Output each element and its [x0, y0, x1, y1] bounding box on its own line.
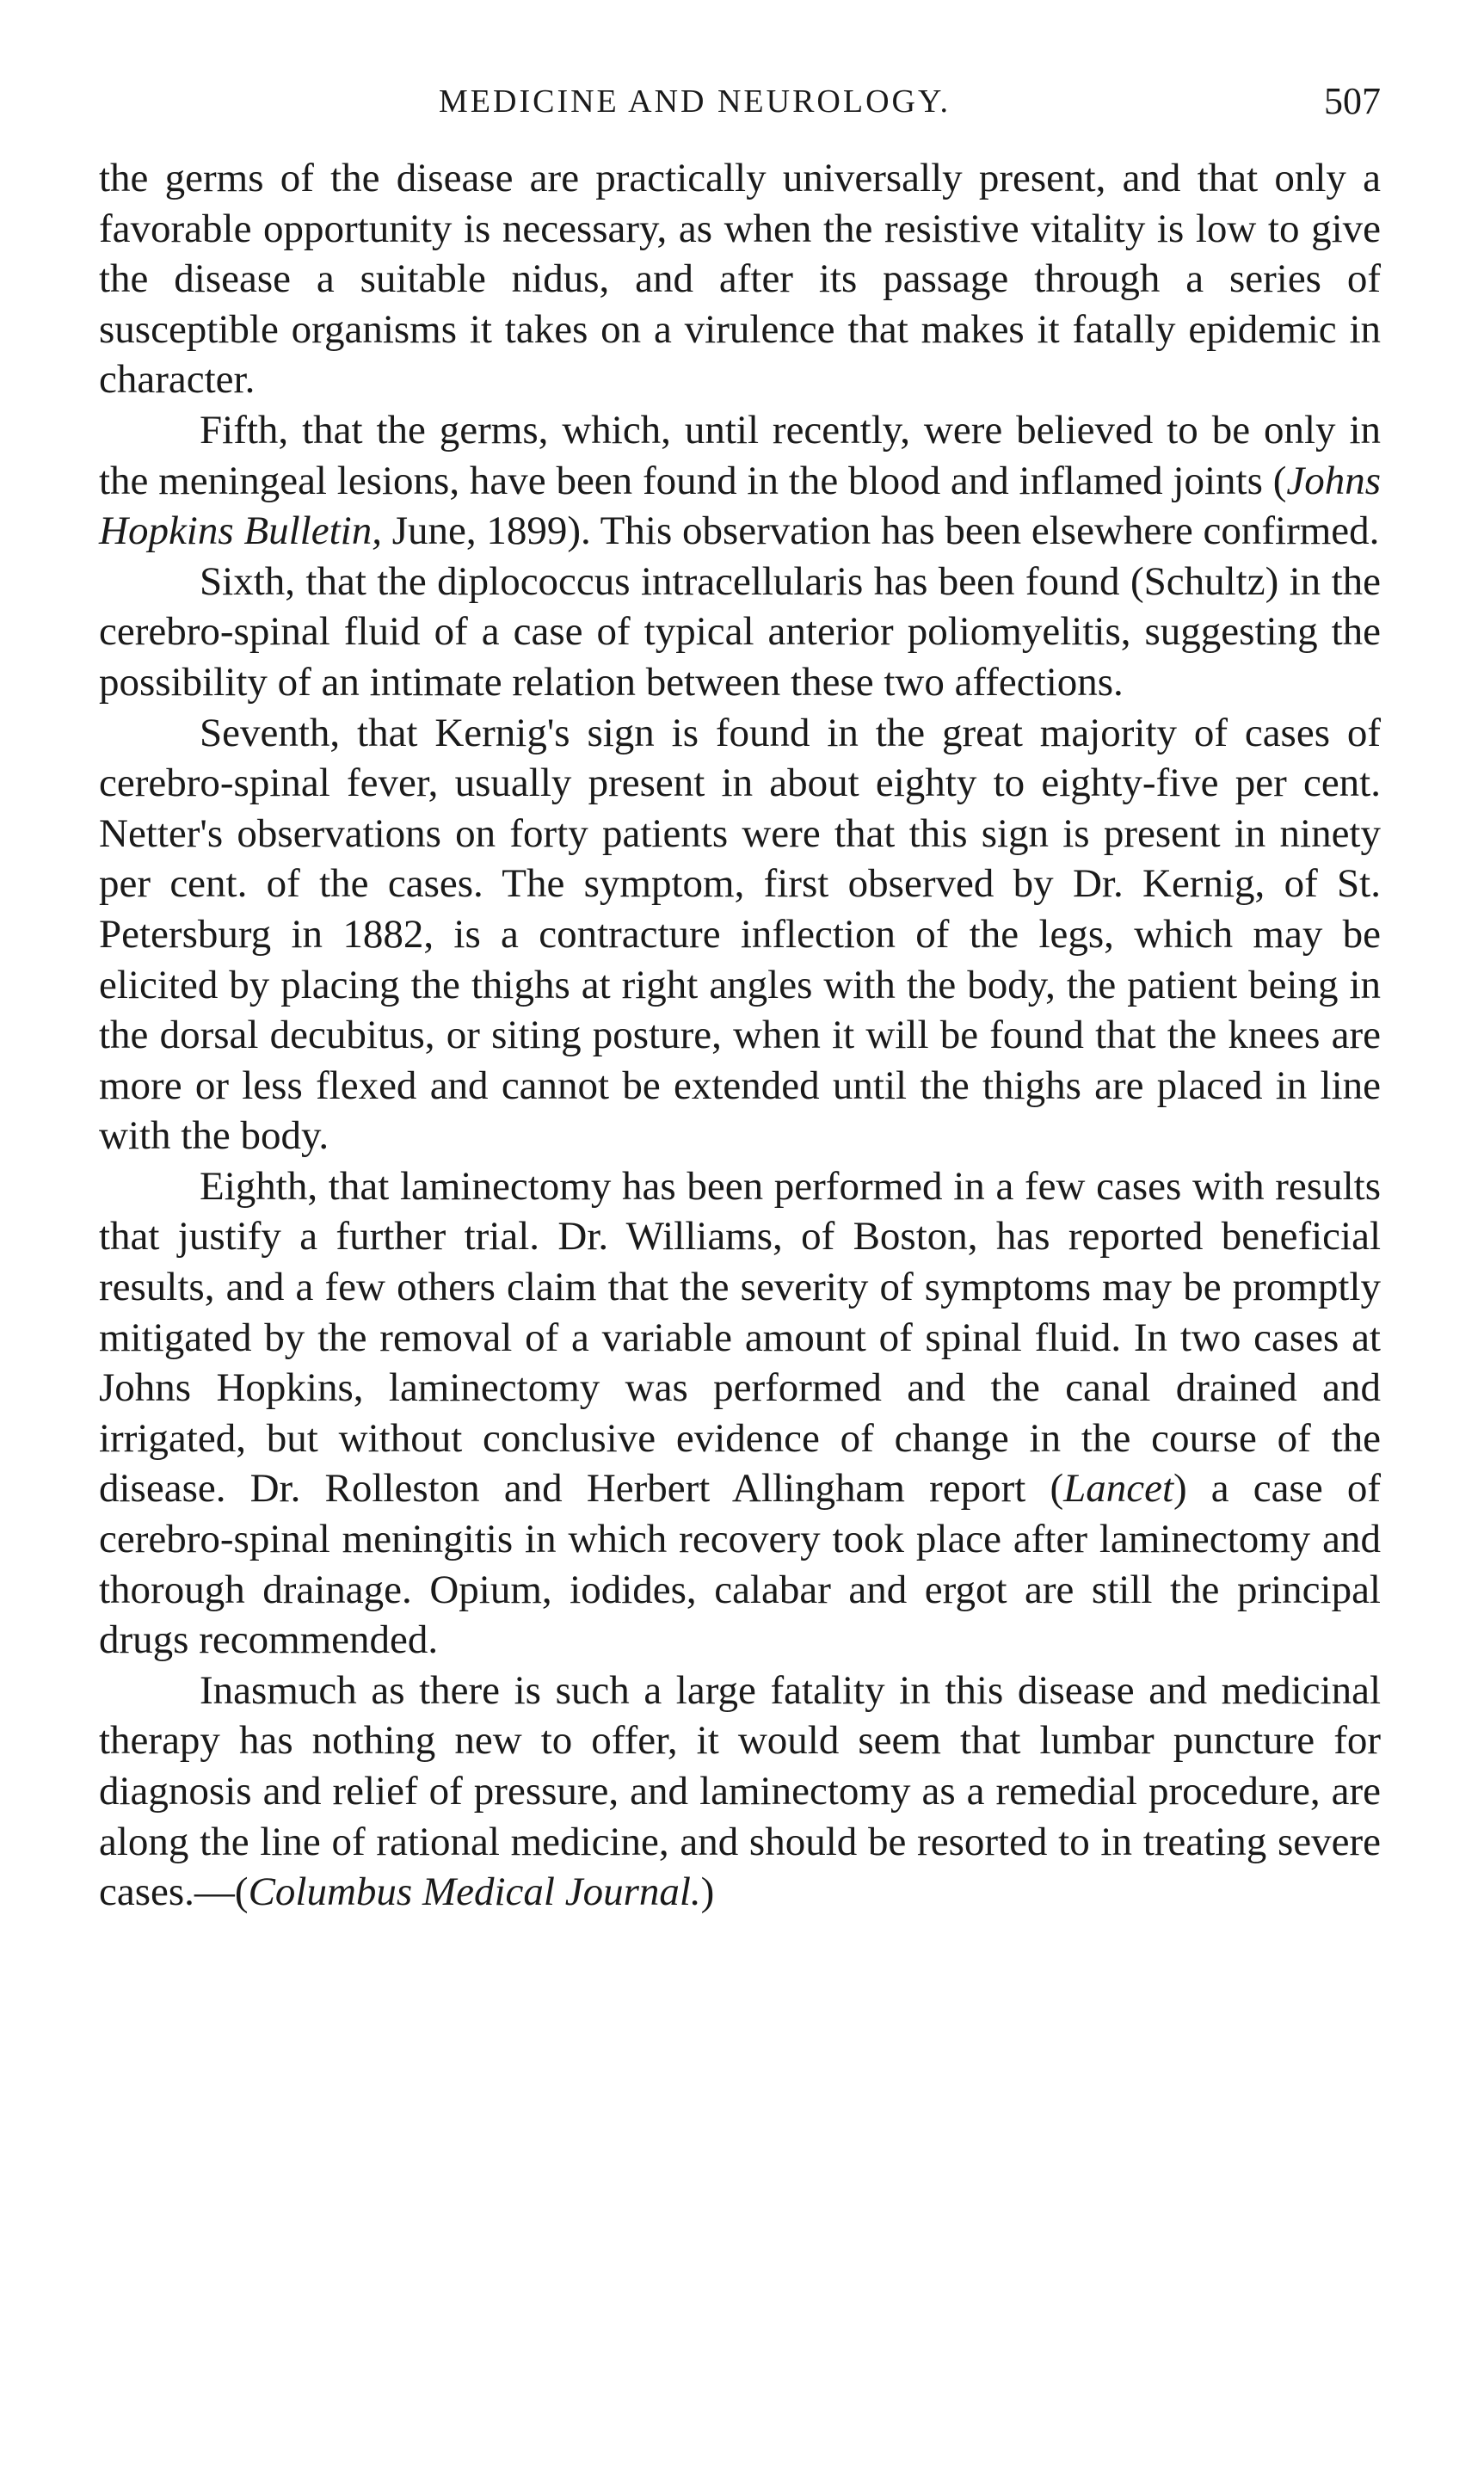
citation-columbus-medical-journal: Columbus Medical Journal.	[248, 1869, 701, 1915]
paragraph-text: ) a case of cerebro-spinal meningitis in which recovery took place after laminectomy and thorough drainage. Opium, iodides, calabar and ergot are still the principal drugs recommended.	[99, 1466, 1381, 1663]
paragraph-text: the germs of the disease are practically universally present, and that only a favorable opportunity is necessary, as when the resistive vitality is low to give the disease a suitable nidus, and after its passage through a series of susceptible organisms it takes on a virulence that makes it fatally epidemic in character.	[99, 156, 1381, 403]
body-text	[99, 153, 1381, 1918]
paragraph-text: Seventh, that Kernig's sign is found in the great majority of cases of cerebro-spinal fever, usually present in about eighty to eighty-five per cent. Netter's observations on forty patients were that this sign is present in ninety per cent. of the cases. The symptom, first observed by Dr. Kernig, of St. Petersburg in 1882, is a contracture inflection of the legs, which may be elicited by placing the thighs at right angles with the body, the patient being in the dorsal decubitus, or siting posture, when it will be found that the knees are more or less flexed and cannot be extended until the thighs are placed in line with the body.	[99, 710, 1381, 1159]
paragraph-text: Inasmuch as there is such a large fatality in this disease and medicinal therapy has nothing new to offer, it would seem that lumbar puncture for diagnosis and relief of pressure, and laminectomy as a remedial procedure, are along the line of rational medicine, and should be resorted to in treating severe cases.—(	[99, 1667, 1381, 1915]
paragraph-fifth	[99, 405, 1381, 557]
citation-lancet: Lancet	[1063, 1466, 1174, 1512]
paragraph-continuation	[99, 153, 1381, 405]
paragraph-text: Fifth, that the germs, which, until recently, were believed to be only in the meningeal lesions, have been found in the blood and inflamed joints (	[99, 407, 1381, 503]
running-title: MEDICINE AND NEUROLOGY.	[439, 83, 951, 120]
paragraph-text: Eighth, that laminectomy has been performed in a few cases with results that justify a further trial. Dr. Williams, of Boston, has reported beneficial results, and a few others claim that the severity of symptoms may be promptly mitigated by the removal of a variable amount of spinal fluid. In two cases at Johns Hopkins, laminectomy was performed and the canal drained and irrigated, but without conclusive evidence of change in the course of the disease. Dr. Rolleston and Herbert Allingham report (	[99, 1163, 1381, 1512]
citation-johns-hopkins-bulletin: Johns Hopkins Bulletin,	[99, 458, 1381, 554]
paragraph-text: June, 1899). This observation has been elsewhere confirmed.	[381, 508, 1380, 554]
running-head	[99, 76, 1381, 127]
paragraph-text: )	[700, 1869, 715, 1915]
paragraph-sixth	[99, 557, 1381, 708]
paragraph-seventh	[99, 708, 1381, 1161]
page-number: 507	[1324, 80, 1381, 122]
paragraph-eighth	[99, 1161, 1381, 1666]
paragraph-conclusion	[99, 1666, 1381, 1918]
paragraph-text: Sixth, that the diplococcus intracellularis has been found (Schultz) in the cerebro-spinal fluid of a case of typical anterior poliomyelitis, suggesting the possibility of an intimate relation between these two affections.	[99, 558, 1381, 705]
